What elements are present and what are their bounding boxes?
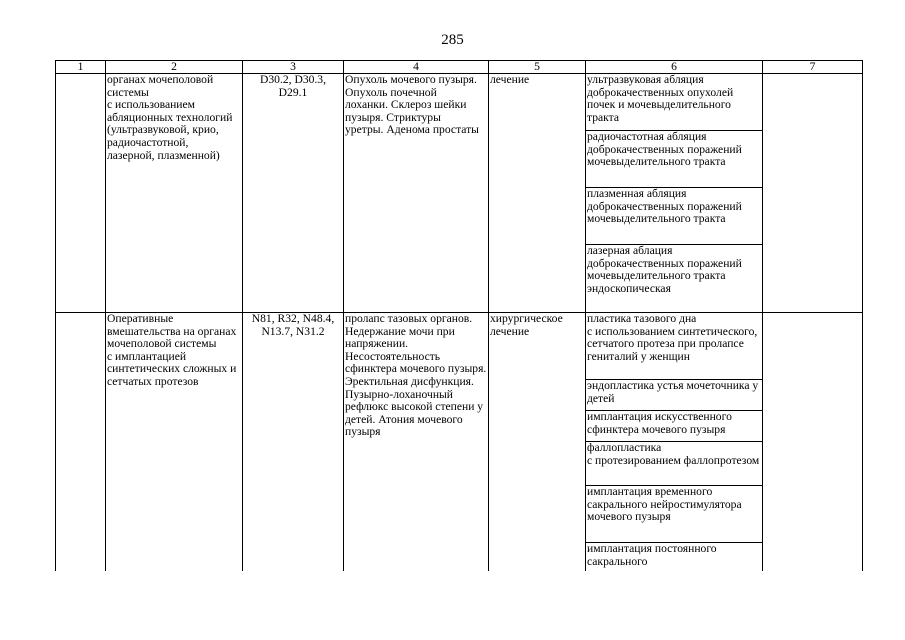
row2-treatment-type <box>489 313 586 572</box>
row2-method-text: Оперативные вмешательства на органах мочеполовой системы с имплантацией синтетических сложных и сетчатых протезов <box>107 312 237 388</box>
method-item: плазменная абляция доброкачественных поражений мочевыделительного тракта <box>586 188 762 245</box>
row1-diagnosis <box>344 74 489 313</box>
column-header-1: 1 <box>56 61 106 74</box>
column-header-7: 7 <box>763 61 863 74</box>
column-header-5: 5 <box>489 61 586 74</box>
row1-methods <box>586 74 763 313</box>
row1-diagnosis-text: Опухоль мочевого пузыря. Опухоль почечной лоханки. Склероз шейки пузыря. Стриктуры уретры. Аденома простаты <box>345 73 479 137</box>
page-number: 285 <box>441 32 464 48</box>
row2-method-group <box>106 313 243 572</box>
column-header-2: 2 <box>106 61 243 74</box>
method-item: пластика тазового дна с использованием синтетического, сетчатого протеза при пролапсе гениталий у женщин <box>586 313 762 380</box>
row2-diagnosis <box>344 313 489 572</box>
column-number-row <box>56 61 863 74</box>
row1-treatment-type: лечение <box>489 74 586 313</box>
column-header-4: 4 <box>344 61 489 74</box>
method-item: имплантация постоянного сакрального <box>587 542 717 568</box>
row1-col7 <box>763 74 863 313</box>
row1-col1 <box>56 74 106 313</box>
column-header-6: 6 <box>586 61 763 74</box>
method-item: имплантация временного сакрального нейростимулятора мочевого пузыря <box>586 486 762 543</box>
method-item: радиочастотная абляция доброкачественных поражений мочевыделительного тракта <box>586 131 762 188</box>
row2-diagnosis-text: пролапс тазовых органов. Недержание мочи при напряжении. Несостоятельность сфинктера мочевого пузыря. Эректильная дисфункция. Пузырно-лоханочный рефлюкс высокой степени у детей. Атония мочевого пузыря <box>345 312 487 439</box>
procedures-table <box>55 60 863 571</box>
method-item: ультразвуковая абляция доброкачественных опухолей почек и мочевыделительного тракта <box>586 74 762 131</box>
row2-col7 <box>763 313 863 572</box>
row2-methods <box>586 313 763 572</box>
row1-icd-text: D30.2, D30.3, D29.1 <box>259 73 327 99</box>
method-item: имплантация искусственного сфинктера мочевого пузыря <box>586 411 762 442</box>
row2-icd-text: N81, R32, N48.4, N13.7, N31.2 <box>251 312 335 338</box>
table-row <box>56 74 863 313</box>
row1-method-group <box>106 74 243 313</box>
table-row <box>56 313 863 572</box>
row2-col1 <box>56 313 106 572</box>
method-item: лазерная аблация доброкачественных поражений мочевыделительного тракта эндоскопическая <box>587 244 742 295</box>
row2-icd-codes <box>243 313 344 572</box>
row1-method-text: органах мочеполовой системы с использованием абляционных технологий (ультразвуковой, крио, радиочастотной, лазерной, плазменной) <box>107 73 233 162</box>
column-header-3: 3 <box>243 61 344 74</box>
row2-treatment-text: хирургическое лечение <box>490 312 563 338</box>
method-item: эндопластика устья мочеточника у детей <box>586 380 762 411</box>
row1-icd-codes <box>243 74 344 313</box>
method-item: фаллопластика с протезированием фаллопротезом <box>586 442 762 486</box>
